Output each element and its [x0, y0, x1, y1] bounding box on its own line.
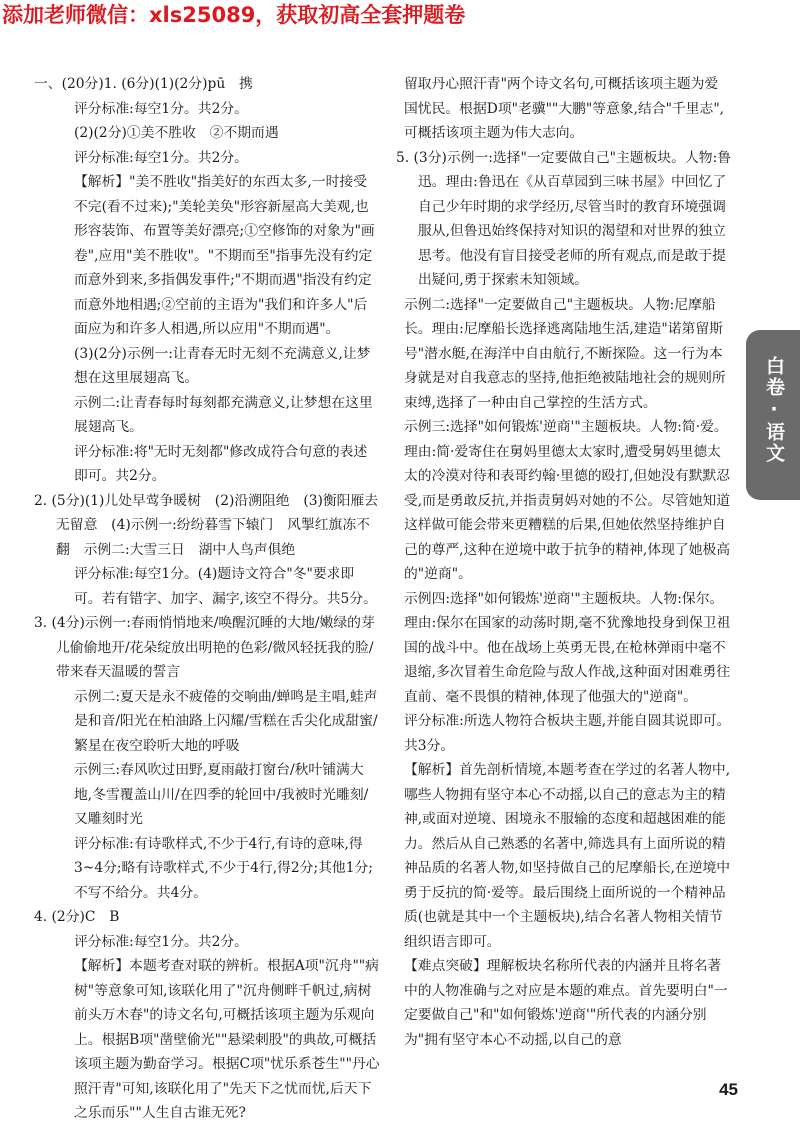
line: 示例二:夏天是永不疲倦的交响曲/蝉鸣是主唱,蛙声是和音/阳光在柏油路上闪耀/雪糕在舌尖化成甜蜜/繁星在夜空聆听大地的呼吸 [74, 688, 378, 754]
line: 5. (3分)示例一:选择"一定要做自己"主题板块。人物:鲁迅。理由:鲁迅在《从百草园到三味书屋》中回忆了自己少年时期的求学经历,尽管当时的教育环境强调服从,但鲁迅始终保持对知识的渴望和对世界的独立思考。他没有盲目接受老师的所有观点,而是敢于提出疑问,勇于探索未知领域。 [396, 149, 732, 288]
line: 【解析】首先剖析情境,本题考查在学过的名著人物中,哪些人物拥有坚守本心不动摇,以自己的意志为主的精神,或面对逆境、困境永不服输的态度和超越困难的能力。然后从自己熟悉的名著中,筛选具有上面所说的精神品质的名著人物,如坚持做自己的尼摩船长,在逆境中勇于反抗的简·爱等。最后围绕上面所说的一个精神品质(也就是其中一个主题板块),结合名著人物相关情节组织语言即可。 [404, 762, 731, 950]
line: 评分标准:将"无时无刻都"修改成符合句意的表述即可。共2分。 [74, 443, 368, 484]
page-number: 45 [719, 1080, 738, 1099]
promo-banner: 添加老师微信：xls25089，获取初高全套押题卷 [2, 3, 466, 27]
line: 【难点突破】理解板块名称所代表的内涵并且将名著中的人物准确与之对应是本题的难点。首先要明白"一定要做自己"和"如何锻炼'逆商'"所代表的内涵分别为"拥有坚守本心不动摇,以自己的意 [404, 958, 728, 1048]
line: 示例三:春风吹过田野,夏雨敲打窗台/秋叶铺满大地,冬雪覆盖山川/在四季的轮回中/我被时光雕刻/又雕刻时光 [74, 762, 369, 827]
line: 示例四:选择"如何锻炼'逆商'"主题板块。人物:保尔。理由:保尔在国家的动荡时期,毫不犹豫地投身到保卫祖国的战斗中。他在战场上英勇无畏,在枪林弹雨中毫不退缩,多次冒着生命危险与敌人作战,这种面对困难勇往直前、毫不畏惧的精神,体现了他强大的"逆商"。 [404, 590, 731, 705]
line: 评分标准:所选人物符合板块主题,并能自圆其说即可。共3分。 [404, 713, 731, 754]
line: 【解析】"美不胜收"指美好的东西太多,一时接受不完(看不过来);"美轮美奂"形容新屋高大美观,也形容装饰、布置等美好漂亮;①空修饰的对象为"画卷",应用"美不胜收"。"不期而至"指事先没有约定而意外到来,多指偶发事件;"不期而遇"指没有约定而意外地相遇;②空前的主语为"我们和许多人"后面应为和许多人相遇,所以应用"不期而遇"。 [74, 174, 375, 337]
line: 评分标准:每空1分。共2分。 [74, 149, 248, 166]
line: 一、(20分)1. (6分)(1)(2分)pū 携 [34, 76, 253, 92]
right-column [396, 72, 732, 1052]
line: 示例三:选择"如何锻炼'逆商'"主题板块。人物:简·爱。理由:简·爱寄住在舅妈里德太太家时,遭受舅妈里德太太的冷漠对待和表哥约翰·里德的殴打,但她没有默默忍受,而是勇敢反抗,并指责舅妈对她的不公。尽管她知道这样做可能会带来更糟糕的后果,但她依然坚持维护自己的尊严,这种在逆境中敢于抗争的精神,体现了她极高的"逆商"。 [404, 419, 731, 582]
line: 留取丹心照汗青"两个诗文名句,可概括该项主题为爱国忧民。根据D项"老骥""大鹏"等意象,结合"千里志",可概括该项主题为伟大志向。 [404, 76, 725, 141]
line: 4. (2分)C B [34, 909, 120, 925]
line: (2)(2分)①美不胜收 ②不期而遇 [74, 125, 279, 141]
line: (3)(2分)示例一:让青春无时无刻不充满意义,让梦想在这里展翅高飞。 [74, 345, 371, 386]
line: 2. (5分)(1)儿处早莺争暖树 (2)沿溯阻绝 (3)衡阳雁去无留意 (4)示例一:纷纷暮雪下辕门 风掣红旗冻不翻 示例二:大雪三日 湖中人鸟声俱绝 [34, 492, 379, 558]
line: 评分标准:每空1分。共2分。 [74, 100, 248, 117]
subject-side-tab [746, 330, 800, 500]
line: 示例二:选择"一定要做自己"主题板块。人物:尼摩船长。理由:尼摩船长选择逃离陆地生活,建造"诺第留斯号"潜水艇,在海洋中自由航行,不断探险。这一行为本身就是对自我意志的坚持,他拒绝被陆地社会的规则所束缚,选择了一种由自己掌控的生活方式。 [404, 296, 726, 411]
line: 3. (4分)示例一:春雨悄悄地来/唤醒沉睡的大地/嫩绿的芽儿偷偷地开/花朵绽放出明艳的色彩/微风轻抚我的脸/带来春天温暖的誓言 [34, 615, 375, 680]
side-tab-label: 白卷·语文 [763, 356, 785, 464]
line: 评分标准:每空1分。共2分。 [74, 933, 248, 950]
line: 评分标准:每空1分。(4)题诗文符合"冬"要求即可。若有错字、加字、漏字,该空不得分。共5分。 [74, 566, 377, 607]
left-column [34, 72, 380, 1126]
line: 【解析】本题考查对联的辨析。根据A项"沉舟""病树"等意象可知,该联化用了"沉舟侧畔千帆过,病树前头万木春"的诗文名句,可概括该项主题为乐观向上。根据B项"凿壁偷光""悬梁刺股"的典故,可概括该项主题为勤奋学习。根据C项"忧乐系苍生""丹心照汗青"可知,该联化用了"先天下之忧而忧,后天下之乐而乐""人生自古谁无死? [74, 958, 380, 1121]
line: 示例二:让青春每时每刻都充满意义,让梦想在这里展翅高飞。 [74, 394, 373, 435]
line: 评分标准:有诗歌样式,不少于4行,有诗的意味,得3~4分;略有诗歌样式,不少于4行,得2分;其他1分;不写不给分。共4分。 [74, 835, 373, 901]
